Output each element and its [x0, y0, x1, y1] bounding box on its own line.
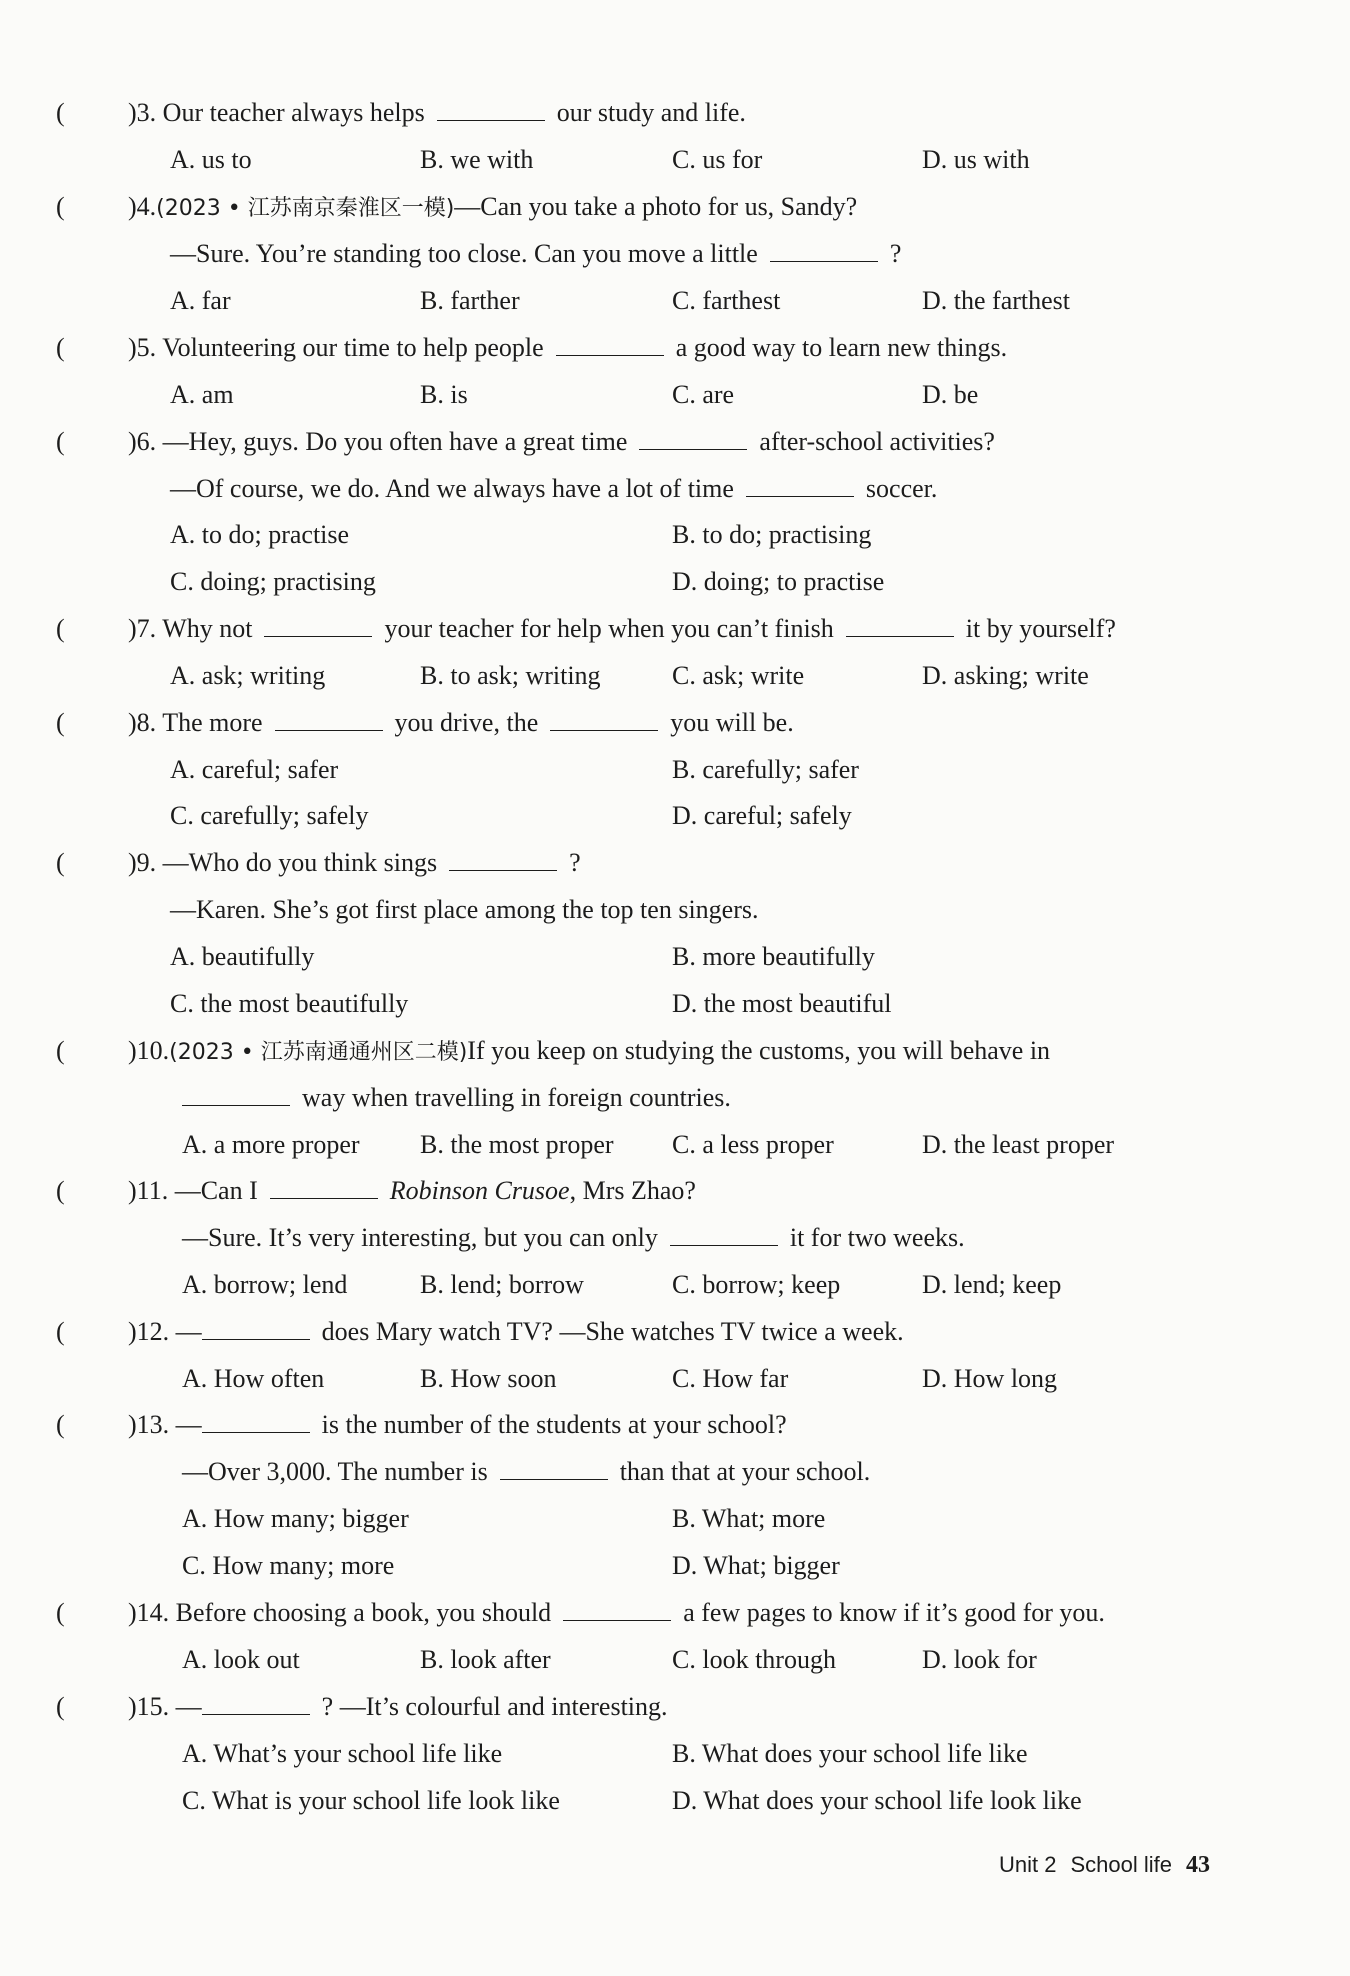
option-d[interactable]: D. the most beautiful — [672, 989, 892, 1018]
answer-blank[interactable] — [639, 427, 747, 450]
answer-blank[interactable] — [746, 474, 854, 497]
question-source: (2023 • 江苏南京秦淮区一模) — [156, 196, 455, 221]
option-b[interactable]: B. to ask; writing — [420, 661, 601, 690]
answer-paren[interactable]: ( — [56, 192, 65, 221]
answer-blank[interactable] — [202, 1410, 310, 1433]
question-stem: )11. —Can I Robinson Crusoe, Mrs Zhao? — [128, 1176, 696, 1205]
option-b[interactable]: B. to do; practising — [672, 520, 872, 549]
question-line-2: way when travelling in foreign countries. — [182, 1081, 731, 1115]
option-d[interactable]: D. the least proper — [922, 1130, 1115, 1159]
option-a[interactable]: A. careful; safer — [170, 755, 339, 784]
option-a[interactable]: A. borrow; lend — [182, 1270, 348, 1299]
question-stem: )15. — ? —It’s colourful and interesting. — [128, 1692, 668, 1721]
answer-paren[interactable]: ( — [56, 427, 65, 456]
option-a[interactable]: A. far — [170, 286, 231, 315]
answer-blank[interactable] — [275, 708, 383, 731]
answer-blank[interactable] — [202, 1692, 310, 1715]
book-title: Robinson Crusoe — [389, 1176, 570, 1205]
question-stem: )3. Our teacher always helps our study and life. — [128, 98, 746, 127]
option-d[interactable]: D. careful; safely — [672, 801, 852, 830]
question-stem: )4.(2023 • 江苏南京秦淮区一模)—Can you take a photo for us, Sandy? — [128, 192, 858, 221]
option-d[interactable]: D. doing; to practise — [672, 567, 885, 596]
answer-paren[interactable]: ( — [56, 708, 65, 737]
option-b[interactable]: B. more beautifully — [672, 942, 875, 971]
page-number: 43 — [1186, 1852, 1210, 1878]
option-c[interactable]: C. doing; practising — [170, 567, 376, 596]
option-d[interactable]: D. What does your school life look like — [672, 1786, 1082, 1815]
option-a[interactable]: A. How many; bigger — [182, 1504, 409, 1533]
option-b[interactable]: B. the most proper — [420, 1130, 614, 1159]
answer-blank[interactable] — [556, 333, 664, 356]
answer-blank[interactable] — [846, 614, 954, 637]
option-a[interactable]: A. How often — [182, 1364, 325, 1393]
answer-blank[interactable] — [670, 1223, 778, 1246]
option-b[interactable]: B. is — [420, 380, 468, 409]
option-c[interactable]: C. look through — [672, 1645, 836, 1674]
option-a[interactable]: A. What’s your school life like — [182, 1739, 503, 1768]
question-stem: )9. —Who do you think sings ? — [128, 848, 581, 877]
option-c[interactable]: C. How many; more — [182, 1551, 395, 1580]
option-a[interactable]: A. am — [170, 380, 234, 409]
answer-blank[interactable] — [550, 708, 658, 731]
question-stem: )8. The more you drive, the you will be. — [128, 708, 794, 737]
option-c[interactable]: C. are — [672, 380, 735, 409]
option-d[interactable]: D. How long — [922, 1364, 1058, 1393]
option-c[interactable]: C. us for — [672, 145, 763, 174]
option-b[interactable]: B. lend; borrow — [420, 1270, 584, 1299]
page-footer — [999, 1852, 1210, 1879]
answer-paren[interactable]: ( — [56, 98, 65, 127]
option-c[interactable]: C. What is your school life look like — [182, 1786, 560, 1815]
option-c[interactable]: C. ask; write — [672, 661, 805, 690]
answer-paren[interactable]: ( — [56, 1598, 65, 1627]
answer-paren[interactable]: ( — [56, 1317, 65, 1346]
question-stem: )6. —Hey, guys. Do you often have a great time after-school activities? — [128, 427, 995, 456]
question-source: (2023 • 江苏南通通州区二模) — [169, 1040, 468, 1065]
option-a[interactable]: A. beautifully — [170, 942, 315, 971]
option-a[interactable]: A. us to — [170, 145, 252, 174]
answer-blank[interactable] — [770, 239, 878, 262]
answer-blank[interactable] — [182, 1083, 290, 1106]
answer-blank[interactable] — [264, 614, 372, 637]
option-d[interactable]: D. us with — [922, 145, 1030, 174]
question-line-2: —Over 3,000. The number is than that at your school. — [182, 1457, 871, 1486]
option-c[interactable]: C. a less proper — [672, 1130, 834, 1159]
option-b[interactable]: B. What does your school life like — [672, 1739, 1028, 1768]
question-stem: )7. Why not your teacher for help when you can’t finish it by yourself? — [128, 614, 1116, 643]
option-c[interactable]: C. How far — [672, 1364, 789, 1393]
question-stem: )14. Before choosing a book, you should a few pages to know if it’s good for you. — [128, 1598, 1105, 1627]
option-a[interactable]: A. to do; practise — [170, 520, 350, 549]
option-b[interactable]: B. we with — [420, 145, 534, 174]
option-d[interactable]: D. the farthest — [922, 286, 1071, 315]
option-a[interactable]: A. ask; writing — [170, 661, 326, 690]
option-a[interactable]: A. a more proper — [182, 1130, 360, 1159]
question-line-2: —Of course, we do. And we always have a lot of time soccer. — [170, 474, 938, 503]
option-d[interactable]: D. lend; keep — [922, 1270, 1062, 1299]
question-line-2: —Sure. You’re standing too close. Can you move a little ? — [170, 239, 902, 268]
answer-blank[interactable] — [449, 848, 557, 871]
option-c[interactable]: C. carefully; safely — [170, 801, 369, 830]
question-stem: )12. — does Mary watch TV? —She watches TV twice a week. — [128, 1317, 904, 1346]
option-d[interactable]: D. asking; write — [922, 661, 1089, 690]
answer-paren[interactable]: ( — [56, 614, 65, 643]
answer-paren[interactable]: ( — [56, 1410, 65, 1439]
option-d[interactable]: D. look for — [922, 1645, 1037, 1674]
unit-label: Unit 2 — [999, 1852, 1057, 1877]
question-line-2: —Karen. She’s got first place among the top ten singers. — [170, 895, 759, 924]
answer-paren[interactable]: ( — [56, 1036, 65, 1065]
option-b[interactable]: B. look after — [420, 1645, 551, 1674]
question-stem: )5. Volunteering our time to help people a good way to learn new things. — [128, 333, 1008, 362]
answer-blank[interactable] — [500, 1457, 608, 1480]
option-a[interactable]: A. look out — [182, 1645, 300, 1674]
question-stem: )10.(2023 • 江苏南通通州区二模)If you keep on studying the customs, you will behave in — [128, 1036, 1051, 1065]
option-b[interactable]: B. What; more — [672, 1504, 826, 1533]
answer-blank[interactable] — [437, 98, 545, 121]
option-b[interactable]: B. How soon — [420, 1364, 557, 1393]
option-b[interactable]: B. carefully; safer — [672, 755, 859, 784]
option-c[interactable]: C. the most beautifully — [170, 989, 409, 1018]
answer-paren[interactable]: ( — [56, 1692, 65, 1721]
question-stem: )13. — is the number of the students at your school? — [128, 1410, 787, 1439]
unit-title: School life — [1070, 1852, 1172, 1877]
option-d[interactable]: D. be — [922, 380, 979, 409]
answer-blank[interactable] — [563, 1598, 671, 1621]
answer-paren[interactable]: ( — [56, 848, 65, 877]
option-b[interactable]: B. farther — [420, 286, 520, 315]
option-d[interactable]: D. What; bigger — [672, 1551, 840, 1580]
answer-blank[interactable] — [270, 1176, 378, 1199]
answer-paren[interactable]: ( — [56, 1176, 65, 1205]
answer-paren[interactable]: ( — [56, 333, 65, 362]
option-c[interactable]: C. farthest — [672, 286, 781, 315]
answer-blank[interactable] — [202, 1317, 310, 1340]
option-c[interactable]: C. borrow; keep — [672, 1270, 841, 1299]
question-line-2: —Sure. It’s very interesting, but you can only it for two weeks. — [182, 1223, 965, 1252]
